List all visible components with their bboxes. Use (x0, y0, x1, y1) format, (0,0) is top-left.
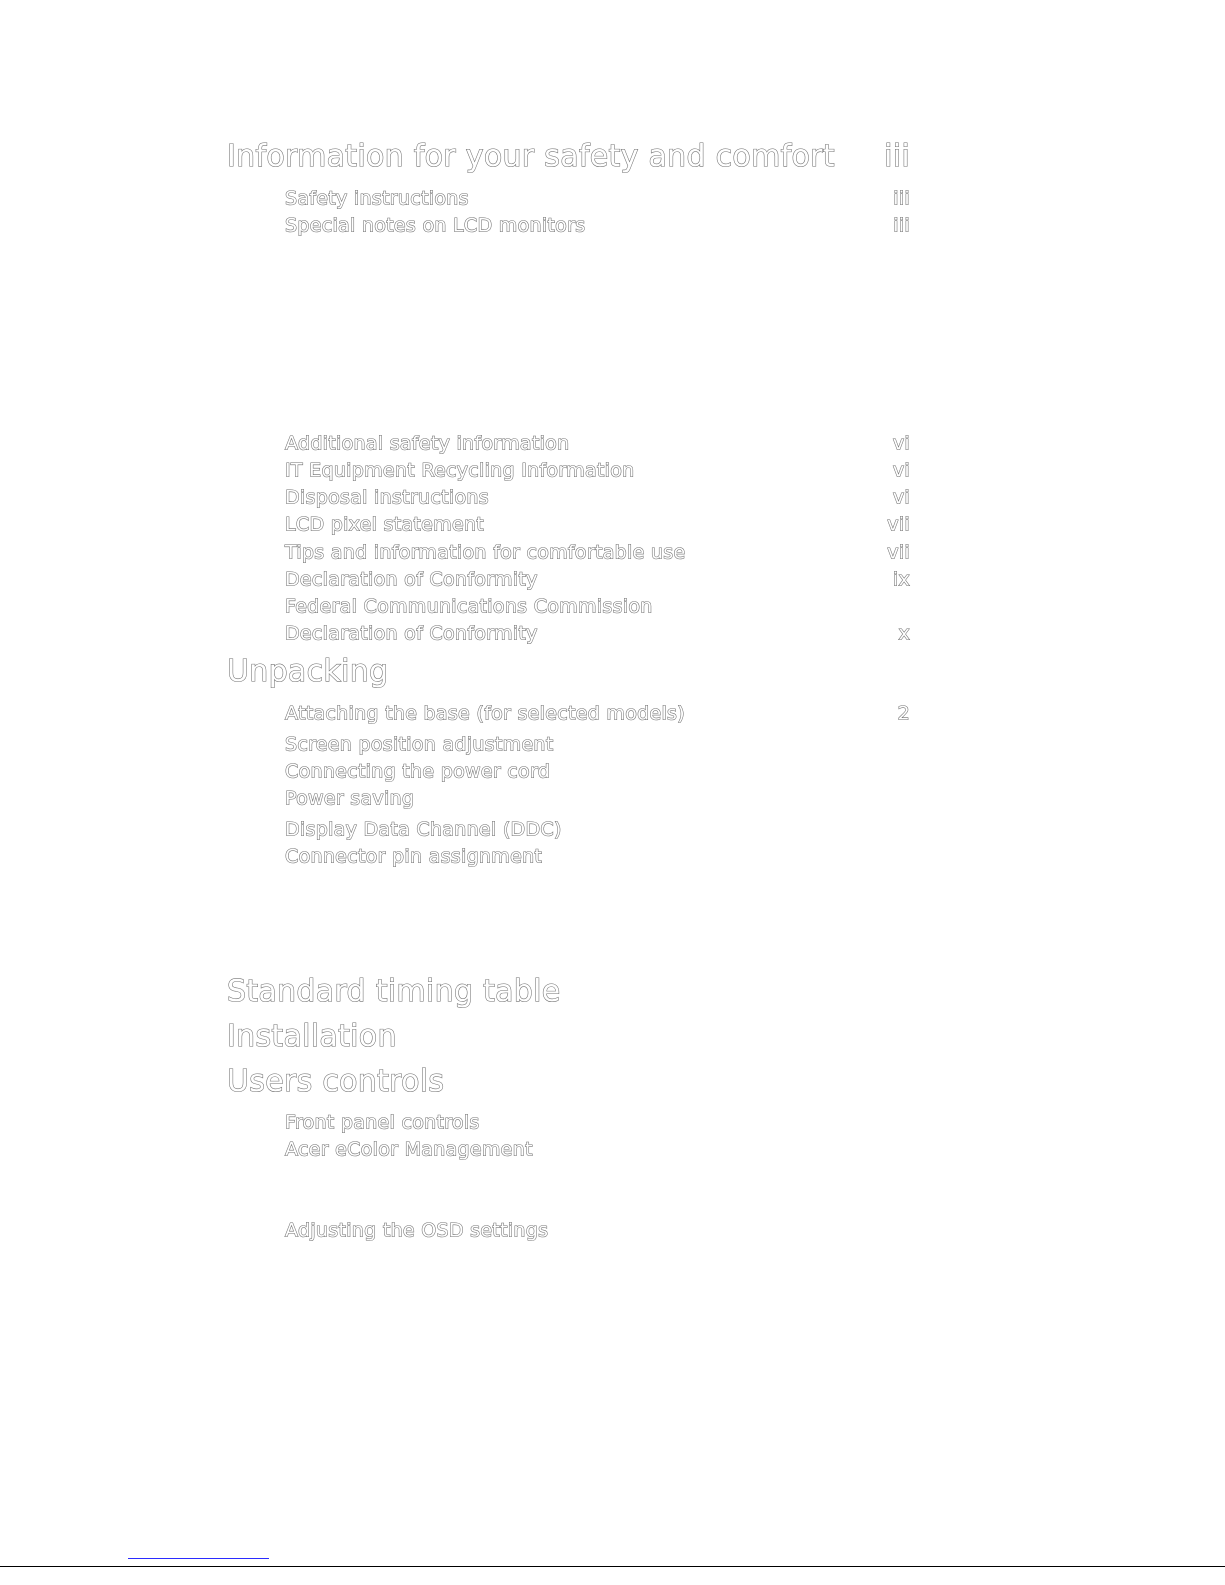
toc-entry-title: Special notes on LCD monitors (285, 214, 586, 237)
toc-entry-title: Connector pin assignment (285, 845, 543, 868)
toc-entry-title: Acer eColor Management (285, 1138, 533, 1161)
toc-entry-title: Safety instructions (285, 187, 469, 210)
page-bottom-rule (0, 1566, 1225, 1567)
toc-page-number: vii (887, 541, 910, 564)
toc-entry-title: Attaching the base (for selected models) (285, 702, 685, 725)
toc-entry-title: Power saving (285, 787, 415, 810)
toc-page-number: vi (892, 486, 910, 509)
toc-entry-title: Display Data Channel (DDC) (285, 818, 562, 841)
toc-page-number: iii (893, 187, 910, 210)
toc-entry-title: Declaration of Conformity (285, 568, 538, 591)
toc-entry-title: Disposal instructions (285, 486, 489, 509)
toc-entry-title: Screen position adjustment (285, 733, 554, 756)
toc-entry-title: Federal Communications Commission (285, 595, 653, 618)
toc-page-number: ix (892, 568, 910, 591)
toc-page-number: iii (893, 214, 910, 237)
toc-entry-title: LCD pixel statement (285, 513, 485, 536)
toc-chapter-title: Information for your safety and comfort (227, 139, 835, 174)
toc-page-number: x (898, 622, 910, 645)
toc-chapter-title: Standard timing table (227, 974, 561, 1009)
toc-page-number: iii (884, 139, 910, 174)
toc-entry-title: IT Equipment Recycling Information (285, 459, 635, 482)
toc-page-number: vi (892, 459, 910, 482)
toc-entry-title: Additional safety information (285, 432, 570, 455)
toc-entry-title: Front panel controls (285, 1111, 480, 1134)
toc-page-number: vii (887, 513, 910, 536)
toc-page-number: vi (892, 432, 910, 455)
toc-entry-title: Adjusting the OSD settings (285, 1219, 549, 1242)
toc-entry-title: Connecting the power cord (285, 760, 551, 783)
toc-entry-title: Declaration of Conformity (285, 622, 538, 645)
toc-page-number: 2 (897, 702, 910, 725)
toc-entry-title: Tips and information for comfortable use (285, 541, 686, 564)
toc-chapter-title: Users controls (227, 1064, 445, 1099)
footer-link-underline[interactable] (128, 1558, 269, 1559)
toc-chapter-title: Unpacking (227, 654, 389, 689)
toc-chapter-title: Installation (227, 1019, 397, 1054)
